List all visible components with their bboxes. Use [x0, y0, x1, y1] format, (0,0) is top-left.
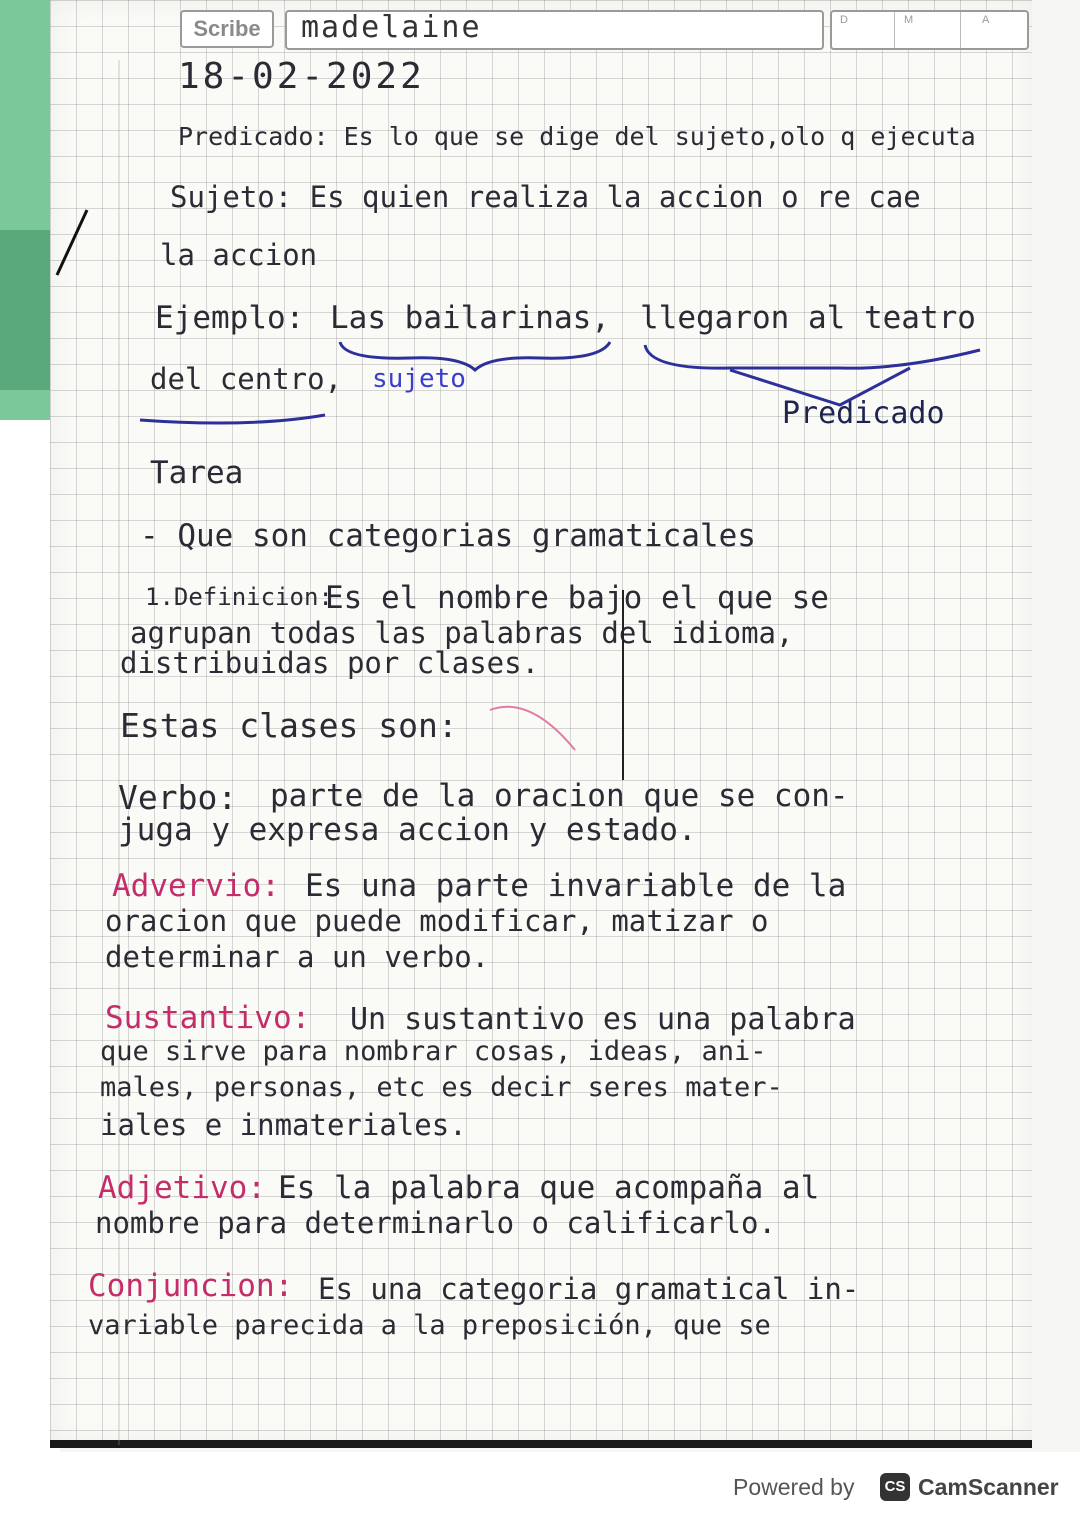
date-cell-year: A [982, 14, 990, 26]
label-predicado: Predicado [782, 396, 945, 431]
sustantivo-line-2: que sirve para nombrar cosas, ideas, ani- [100, 1036, 767, 1067]
example-predicate: llegaron al teatro [640, 300, 976, 336]
line-predicado: Predicado: Es lo que se dige del sujeto,olo q ejecuta [178, 122, 976, 151]
pink-pen-marks [480, 690, 600, 780]
label-sujeto: sujeto [372, 364, 466, 394]
example-subject: Las bailarinas, [330, 300, 610, 336]
definition-label: 1.Definicion: [145, 583, 333, 611]
verbo-label: Verbo: [118, 778, 238, 817]
date-divider [960, 12, 961, 48]
conjuncion-line-2: variable parecida a la preposición, que se [88, 1310, 771, 1341]
verbo-line-2: juga y expresa accion y estado. [118, 812, 697, 848]
notebook-header [175, 6, 1030, 52]
conjuncion-line-1: Es una categoria gramatical in- [318, 1272, 860, 1306]
vertical-pen-line [618, 590, 628, 790]
line-la-accion: la accion [160, 238, 318, 272]
adjetivo-line-2: nombre para determinarlo o calificarlo. [95, 1206, 776, 1240]
date-cell-month: M [904, 14, 914, 26]
example-label: Ejemplo: [155, 300, 305, 336]
question-line: - Que son categorias gramaticales [140, 518, 756, 554]
adverbio-line-2: oracion que puede modificar, matizar o [105, 904, 769, 938]
camscanner-name: CamScanner [918, 1474, 1059, 1500]
conjuncion-label: Conjuncion: [88, 1268, 294, 1304]
sustantivo-line-4: iales e inmateriales. [100, 1108, 467, 1142]
date-cell-day: D [840, 14, 848, 26]
left-stroke-mark [52, 205, 92, 285]
example-continuation: del centro, [150, 362, 343, 396]
date-field [830, 10, 1029, 50]
sustantivo-label: Sustantivo: [105, 1000, 311, 1036]
powered-by-text: Powered by [733, 1474, 855, 1500]
definition-line-3: distribuidas por clases. [120, 646, 540, 680]
subject-predicate-brackets [130, 330, 1010, 440]
classes-line: Estas clases son: [120, 706, 458, 745]
verbo-line-1: parte de la oracion que se con- [270, 778, 849, 814]
line-sujeto: Sujeto: Es quien realiza la accion o re cae [170, 180, 921, 214]
camscanner-icon: CS [880, 1473, 910, 1501]
page-bottom-shadow [50, 1440, 1032, 1448]
definition-line-2: agrupan todas las palabras del idioma, [130, 616, 794, 650]
adverbio-line-3: determinar a un verbo. [105, 940, 490, 974]
tarea-heading: Tarea [150, 455, 244, 491]
scribe-logo: Scribe [180, 10, 274, 48]
adjetivo-line-1: Es la palabra que acompaña al [278, 1170, 820, 1206]
sustantivo-line-3: males, personas, etc es decir seres mater- [100, 1072, 783, 1103]
date-divider [894, 12, 895, 48]
adverbio-label: Advervio: [112, 868, 280, 904]
student-name: madelaine [301, 10, 482, 45]
definition-line-1: Es el nombre bajo el que se [325, 580, 829, 616]
adjetivo-label: Adjetivo: [98, 1170, 266, 1206]
sustantivo-line-1: Un sustantivo es una palabra [350, 1002, 856, 1037]
note-date: 18-02-2022 [178, 56, 425, 97]
name-field [285, 10, 824, 50]
adverbio-line-1: Es una parte invariable de la [305, 868, 847, 904]
